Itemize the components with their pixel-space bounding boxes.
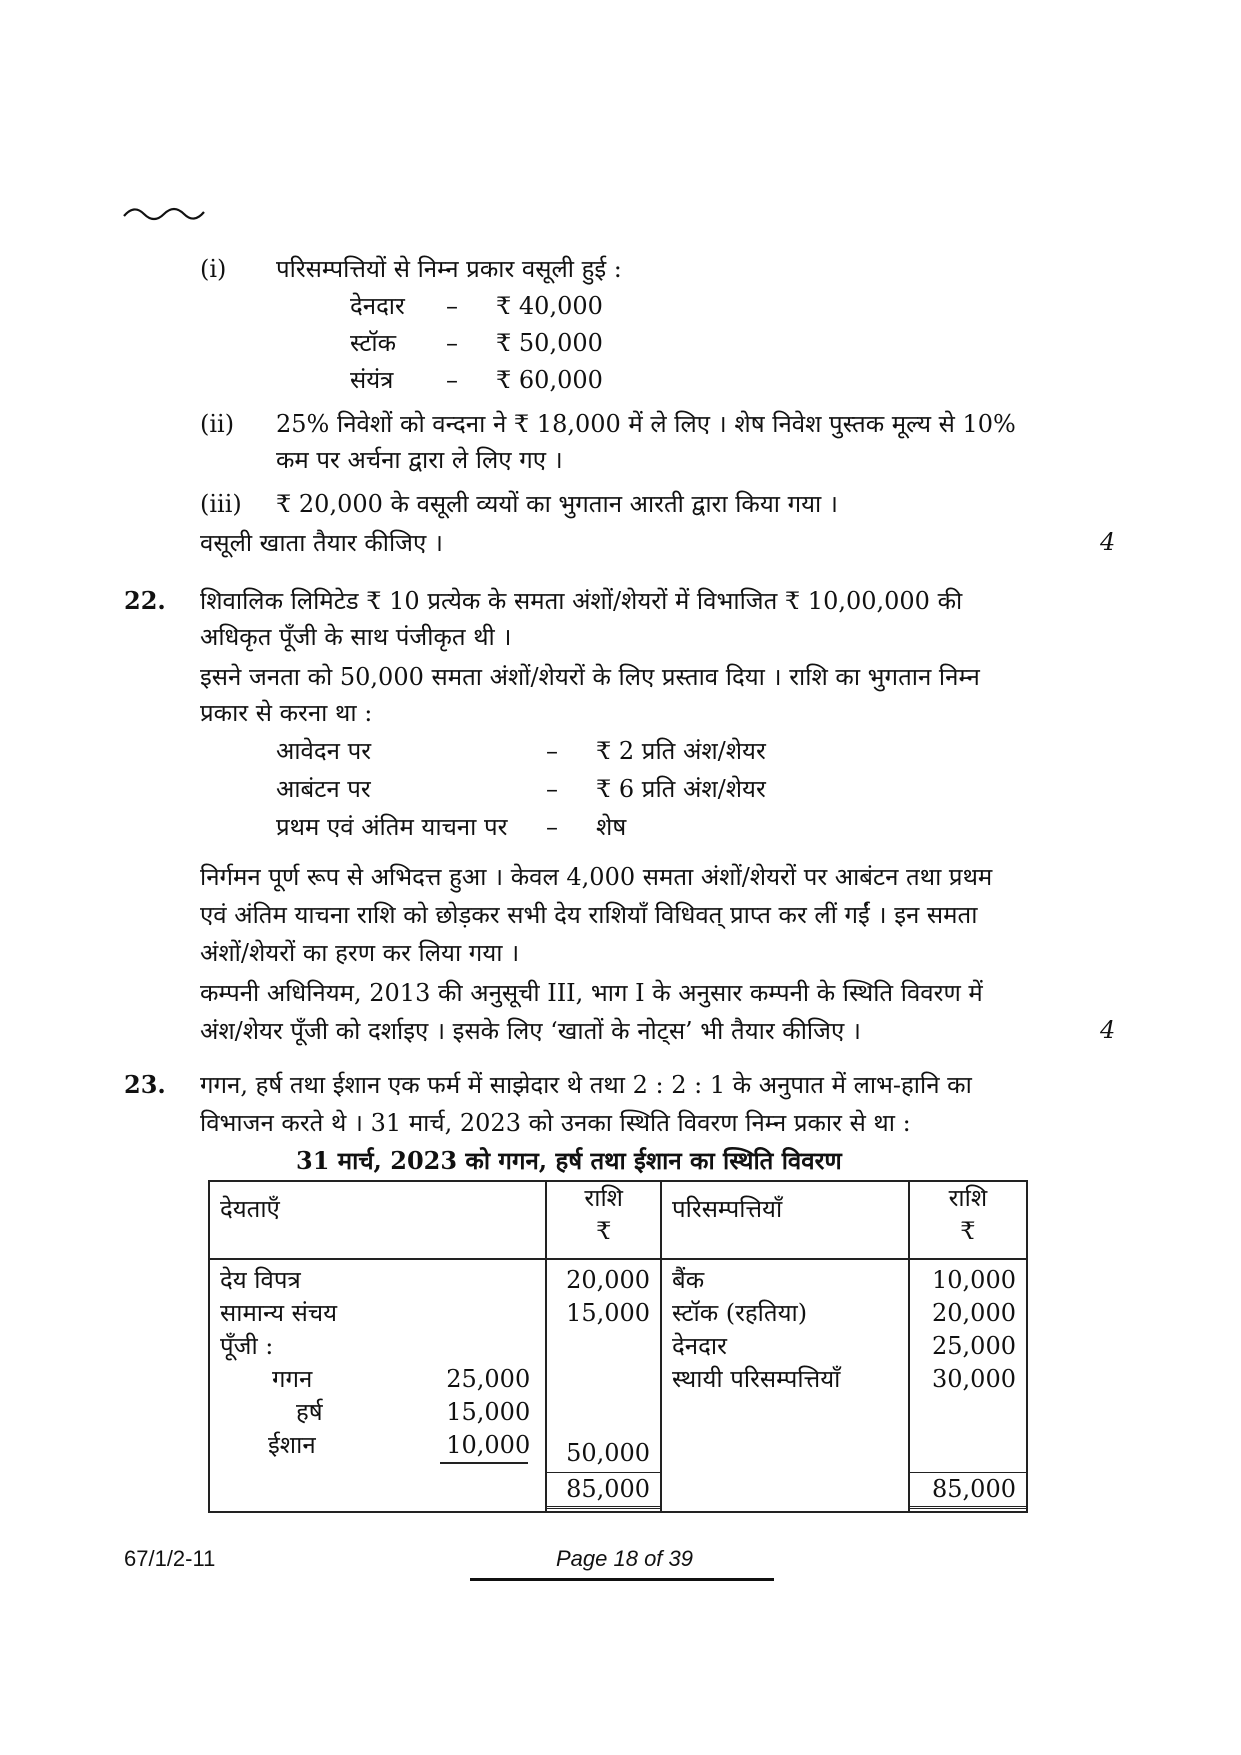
table-title: 31 मार्च, 2023 को गगन, हर्ष तथा ईशान का स्थिति विवरण	[296, 1146, 842, 1175]
asset-amount: 20,000	[932, 1299, 1016, 1327]
capital-label: पूँजी :	[220, 1332, 274, 1360]
item-i-text: परिसम्पत्तियों से निम्न प्रकार वसूली हुई :	[276, 255, 622, 283]
item-i-number: (i)	[200, 255, 227, 283]
rupee-unit: ₹	[596, 1217, 612, 1245]
asset-name: देनदार	[672, 1332, 727, 1360]
realisation-amount: ₹ 40,000	[496, 292, 603, 320]
capital-amount: 15,000	[446, 1398, 531, 1426]
capital-amount: 25,000	[446, 1365, 531, 1393]
assets-total-cell	[909, 1472, 1027, 1512]
assets-amounts	[909, 1259, 1027, 1472]
dash: –	[446, 329, 458, 357]
item-ii-line1: 25% निवेशों को वन्दना ने ₹ 18,000 में ले लिए । शेष निवेश पुस्तक मूल्य से 10%	[276, 410, 1016, 438]
balance-sheet-table	[208, 1180, 1028, 1513]
amount-header-label: राशि	[584, 1184, 623, 1212]
question-number: 22.	[124, 586, 166, 615]
asset-name: बैंक	[672, 1266, 705, 1294]
schedule-amount: ₹ 2 प्रति अंश/शेयर	[596, 737, 766, 765]
general-reserve-label: सामान्य संचय	[220, 1299, 338, 1327]
realisation-item: देनदार	[350, 292, 405, 320]
q22-line3: इसने जनता को 50,000 समता अंशों/शेयरों के लिए प्रस्ताव दिया । राशि का भुगतान निम्न	[200, 663, 980, 691]
dash: –	[546, 775, 558, 803]
amount-header	[909, 1181, 1027, 1259]
q22-line1: शिवालिक लिमिटेड ₹ 10 प्रत्येक के समता अंशों/शेयरों में विभाजित ₹ 10,00,000 की	[200, 587, 963, 615]
item-iii-text: ₹ 20,000 के वसूली व्ययों का भुगतान आरती द्वारा किया गया ।	[276, 490, 838, 518]
dash: –	[546, 737, 558, 765]
asset-name: स्टॉक (रहतिया)	[672, 1299, 808, 1327]
amount-header	[546, 1181, 661, 1259]
schedule-stage: आबंटन पर	[276, 775, 371, 803]
wavy-mark-icon	[122, 200, 212, 224]
question-number: 23.	[124, 1070, 166, 1099]
table-header-row	[209, 1181, 1027, 1259]
realisation-item: संयंत्र	[350, 366, 394, 394]
q23-line1: गगन, हर्ष तथा ईशान एक फर्म में साझेदार थे तथा 2 : 2 : 1 के अनुपात में लाभ-हानि का	[200, 1071, 972, 1099]
realisation-item: स्टॉक	[350, 329, 397, 357]
q21-instruction: वसूली खाता तैयार कीजिए ।	[200, 529, 443, 557]
capital-amount: 10,000	[440, 1429, 528, 1464]
asset-name: स्थायी परिसम्पत्तियाँ	[672, 1365, 841, 1393]
rupee-unit: ₹	[960, 1217, 976, 1245]
bills-payable-amount: 20,000	[566, 1266, 651, 1294]
assets-names	[661, 1259, 909, 1472]
q22-para1-line1: निर्गमन पूर्ण रूप से अभिदत्त हुआ । केवल 4,000 समता अंशों/शेयरों पर आबंटन तथा प्रथम	[200, 863, 993, 891]
realisation-amount: ₹ 50,000	[496, 329, 603, 357]
schedule-amount: शेष	[596, 813, 627, 841]
schedule-amount: ₹ 6 प्रति अंश/शेयर	[596, 775, 766, 803]
asset-amount: 10,000	[932, 1266, 1016, 1294]
dash: –	[546, 813, 558, 841]
liabilities-total-cell	[546, 1472, 661, 1512]
item-ii-line2: कम पर अर्चना द्वारा ले लिए गए ।	[276, 446, 563, 474]
asset-amount: 30,000	[932, 1365, 1016, 1393]
page-number: Page 18 of 39	[556, 1546, 694, 1571]
realisation-amount: ₹ 60,000	[496, 366, 603, 394]
liabilities-total: 85,000	[547, 1472, 660, 1509]
q22-line2: अधिकृत पूँजी के साथ पंजीकृत थी ।	[200, 623, 512, 651]
liabilities-amounts	[546, 1259, 661, 1472]
q22-para1-line2: एवं अंतिम याचना राशि को छोड़कर सभी देय राशियाँ विधिवत् प्राप्त कर लीं गईं । इन समता	[200, 901, 978, 929]
q23-line2: विभाजन करते थे । 31 मार्च, 2023 को उनका स्थिति विवरण निम्न प्रकार से था :	[200, 1109, 911, 1137]
q22-para2-line1: कम्पनी अधिनियम, 2013 की अनुसूची III, भाग I के अनुसार कम्पनी के स्थिति विवरण में	[200, 979, 983, 1007]
assets-header	[661, 1181, 909, 1259]
partner-name: हर्ष	[296, 1398, 323, 1426]
asset-amount: 25,000	[932, 1332, 1016, 1360]
assets-header-label: परिसम्पत्तियाँ	[672, 1195, 783, 1223]
dash: –	[446, 366, 458, 394]
amount-header-label: राशि	[948, 1184, 988, 1212]
footer-underline	[470, 1578, 774, 1581]
general-reserve-amount: 15,000	[566, 1299, 651, 1327]
dash: –	[446, 292, 458, 320]
liabilities-header-label: देयताएँ	[220, 1195, 280, 1223]
capital-total-amount: 50,000	[566, 1439, 651, 1467]
table-body-row	[209, 1259, 1027, 1472]
q21-marks: 4	[1100, 528, 1116, 556]
q22-marks: 4	[1100, 1016, 1116, 1044]
item-ii-number: (ii)	[200, 410, 235, 438]
capital-amounts	[440, 1259, 546, 1472]
table-total-row	[209, 1472, 1027, 1512]
q22-para2-line2: अंश/शेयर पूँजी को दर्शाइए । इसके लिए ‘खातों के नोट्स’ भी तैयार कीजिए ।	[200, 1017, 861, 1045]
total-row-spacer	[661, 1472, 909, 1512]
partner-name: ईशान	[268, 1431, 316, 1459]
liabilities-names	[209, 1259, 440, 1472]
schedule-stage: प्रथम एवं अंतिम याचना पर	[276, 813, 508, 841]
liabilities-header	[209, 1181, 546, 1259]
paper-code: 67/1/2-11	[124, 1546, 216, 1571]
bills-payable-label: देय विपत्र	[220, 1266, 301, 1294]
partner-name: गगन	[272, 1365, 313, 1393]
item-iii-number: (iii)	[200, 490, 242, 518]
q22-line4: प्रकार से करना था :	[200, 699, 373, 727]
total-row-spacer	[209, 1472, 546, 1512]
assets-total: 85,000	[910, 1472, 1026, 1509]
q22-para1-line3: अंशों/शेयरों का हरण कर लिया गया ।	[200, 939, 520, 967]
schedule-stage: आवेदन पर	[276, 737, 372, 765]
